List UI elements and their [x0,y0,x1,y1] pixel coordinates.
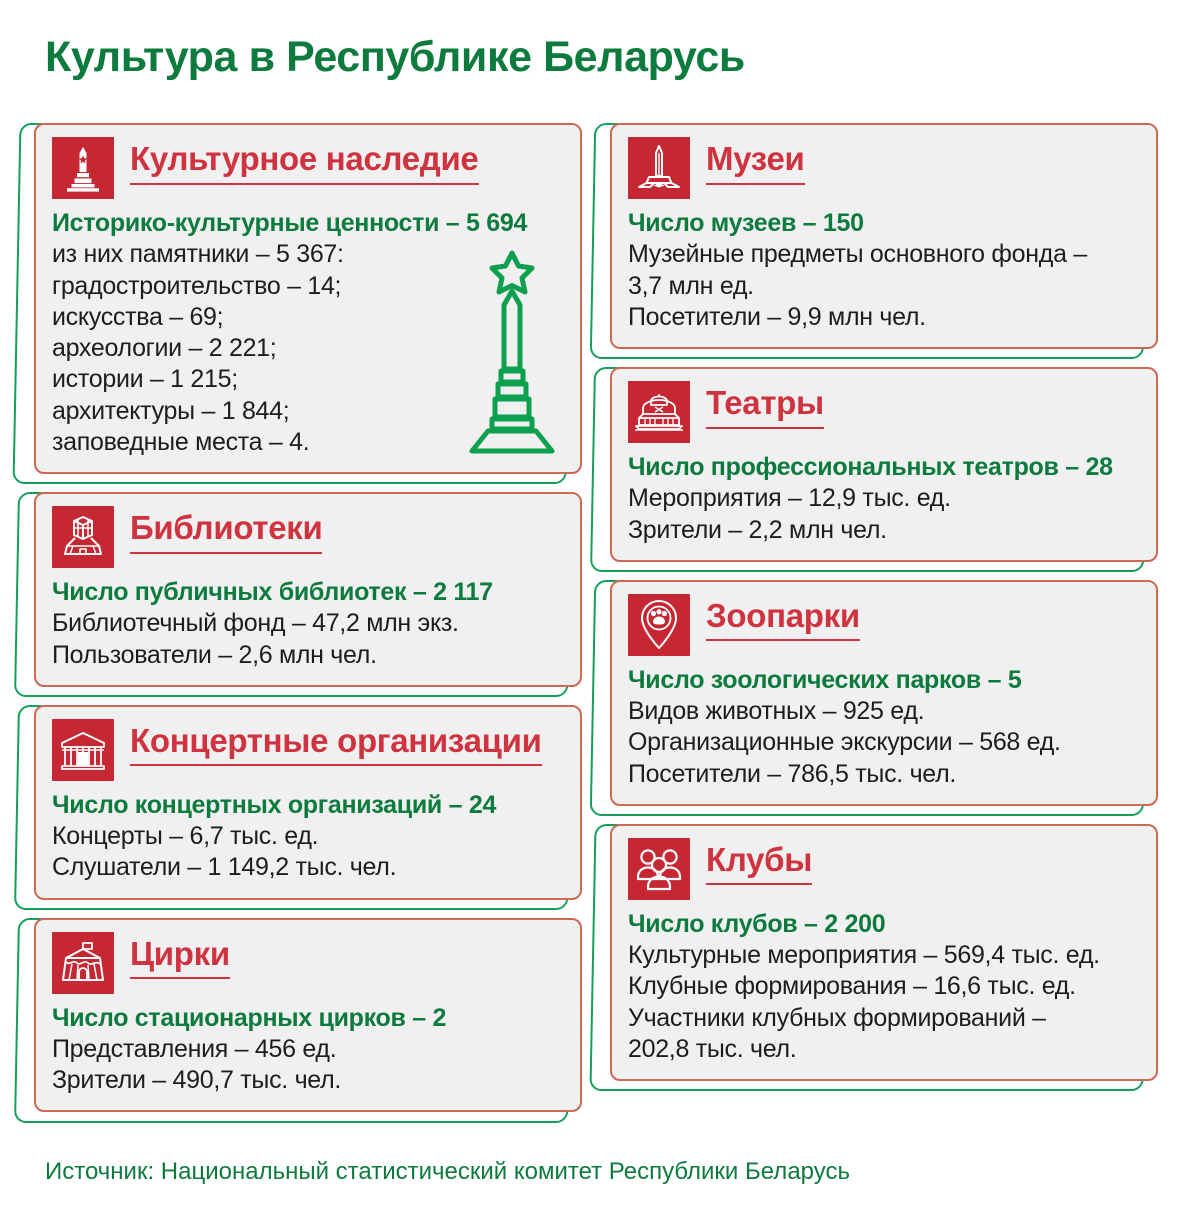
card-body [610,824,1158,1081]
card-stat-line: Организационные экскурсии – 568 ед. [628,728,1061,757]
card-stat-line: Клубные формирования – 16,6 тыс. ед. [628,972,1076,1001]
card-stat-line: Слушатели – 1 149,2 тыс. чел. [52,853,397,882]
national-library-icon [52,506,114,568]
card-stat-headline: Историко-культурные ценности – 5 694 [52,209,528,237]
source-note: Источник: Национальный статистический комитет Республики Беларусь [45,1158,850,1185]
card-body [610,580,1158,806]
card-stat-line: Зрители – 490,7 тыс. чел. [52,1066,342,1094]
card-title-underline [130,764,542,766]
card-header [628,838,1140,900]
card-stat-lines [628,909,1140,1065]
stat-card [592,123,1158,349]
card-stat-lines [628,665,1140,790]
card-stat-lines [52,208,564,458]
right-column [592,113,1158,1099]
people-group-icon [628,838,690,900]
card-title-wrap [706,381,824,429]
stat-card [592,580,1158,806]
card-stat-lines [52,577,564,671]
card-stat-line: Видов животных – 925 ед. [628,697,925,725]
stat-card [16,492,582,687]
card-header [628,381,1140,443]
page-title: Культура в Республике Беларусь [45,33,745,81]
card-stat-headline: Число музеев – 150 [628,209,864,237]
card-stat-line: архитектуры – 1 844; [52,396,290,425]
card-title-underline [130,977,230,979]
card-title: Зоопарки [706,596,860,634]
circus-tent-icon [52,932,114,994]
card-title: Театры [706,384,824,421]
stat-card [592,824,1158,1081]
card-title-underline [130,183,479,185]
card-stat-line: Пользователи – 2,6 млн чел. [52,640,377,669]
card-title-wrap [130,719,542,767]
card-title-wrap [130,137,479,185]
card-title-wrap [130,932,230,980]
card-stat-line: археологии – 2 221; [52,334,277,362]
card-header [52,719,564,781]
card-stat-line: Участники клубных формирований – [628,1003,1046,1032]
paw-pin-icon [628,594,690,656]
card-stat-lines [52,790,564,884]
card-title: Цирки [130,934,230,972]
card-stat-headline: Число концертных организаций – 24 [52,790,497,819]
card-stat-line: искусства – 69; [52,302,224,331]
card-title: Библиотеки [130,509,323,546]
card-stat-headline: Число клубов – 2 200 [628,909,886,938]
card-stat-headline: Число профессиональных театров – 28 [628,453,1113,481]
card-stat-line: заповедные места – 4. [52,427,310,456]
stat-card [16,918,582,1113]
philharmonic-building-icon [52,719,114,781]
card-stat-line: Библиотечный фонд – 47,2 млн экз. [52,609,459,638]
card-title-wrap [706,137,805,185]
card-body [610,367,1158,562]
card-header [628,137,1140,199]
card-stat-line: градостроительство – 14; [52,271,342,300]
card-title-wrap [706,838,812,886]
card-stat-line: из них памятники – 5 367: [52,240,344,269]
card-title: Клубы [706,840,813,878]
card-title: Культурное наследие [130,140,479,177]
card-body [34,123,582,474]
left-column [16,113,582,1130]
stat-card [16,123,582,474]
card-body [34,492,582,687]
card-header [52,137,564,199]
card-title-underline [706,639,860,641]
stat-card [16,705,582,900]
card-stat-line: Представления – 456 ед. [52,1034,337,1063]
card-title-wrap [706,594,860,642]
card-body [610,123,1158,349]
card-stat-line: Зрители – 2,2 млн чел. [628,515,887,544]
card-title-underline [706,183,805,185]
card-stat-line: Мероприятия – 12,9 тыс. ед. [628,484,951,513]
card-stat-lines [52,1003,564,1097]
stat-card [592,367,1158,562]
card-title-underline [706,883,812,885]
card-header [628,594,1140,656]
museum-obelisk-icon [628,137,690,199]
card-stat-headline: Число стационарных цирков – 2 [52,1003,447,1032]
card-title: Музеи [706,140,805,177]
card-stat-line: истории – 1 215; [52,365,238,394]
card-header [52,506,564,568]
card-stat-line: Посетители – 786,5 тыс. чел. [628,759,957,788]
card-title: Концертные организации [130,721,542,759]
card-stat-line: Концерты – 6,7 тыс. ед. [52,822,319,850]
card-stat-line: 3,7 млн ед. [628,271,754,300]
opera-theatre-icon [628,381,690,443]
card-stat-lines [628,208,1140,333]
card-stat-lines [628,452,1140,546]
card-title-underline [130,552,322,554]
card-stat-headline: Число публичных библиотек – 2 117 [52,578,493,606]
monument-obelisk-icon [52,137,114,199]
card-body [34,918,582,1113]
card-stat-line: Музейные предметы основного фонда – [628,240,1087,269]
card-title-underline [706,427,824,429]
card-stat-headline: Число зоологических парков – 5 [628,665,1022,694]
card-stat-line: 202,8 тыс. чел. [628,1034,797,1063]
card-header [52,932,564,994]
card-stat-line: Культурные мероприятия – 569,4 тыс. ед. [628,941,1100,969]
card-stat-line: Посетители – 9,9 млн чел. [628,302,926,331]
card-title-wrap [130,506,322,554]
card-body [34,705,582,900]
